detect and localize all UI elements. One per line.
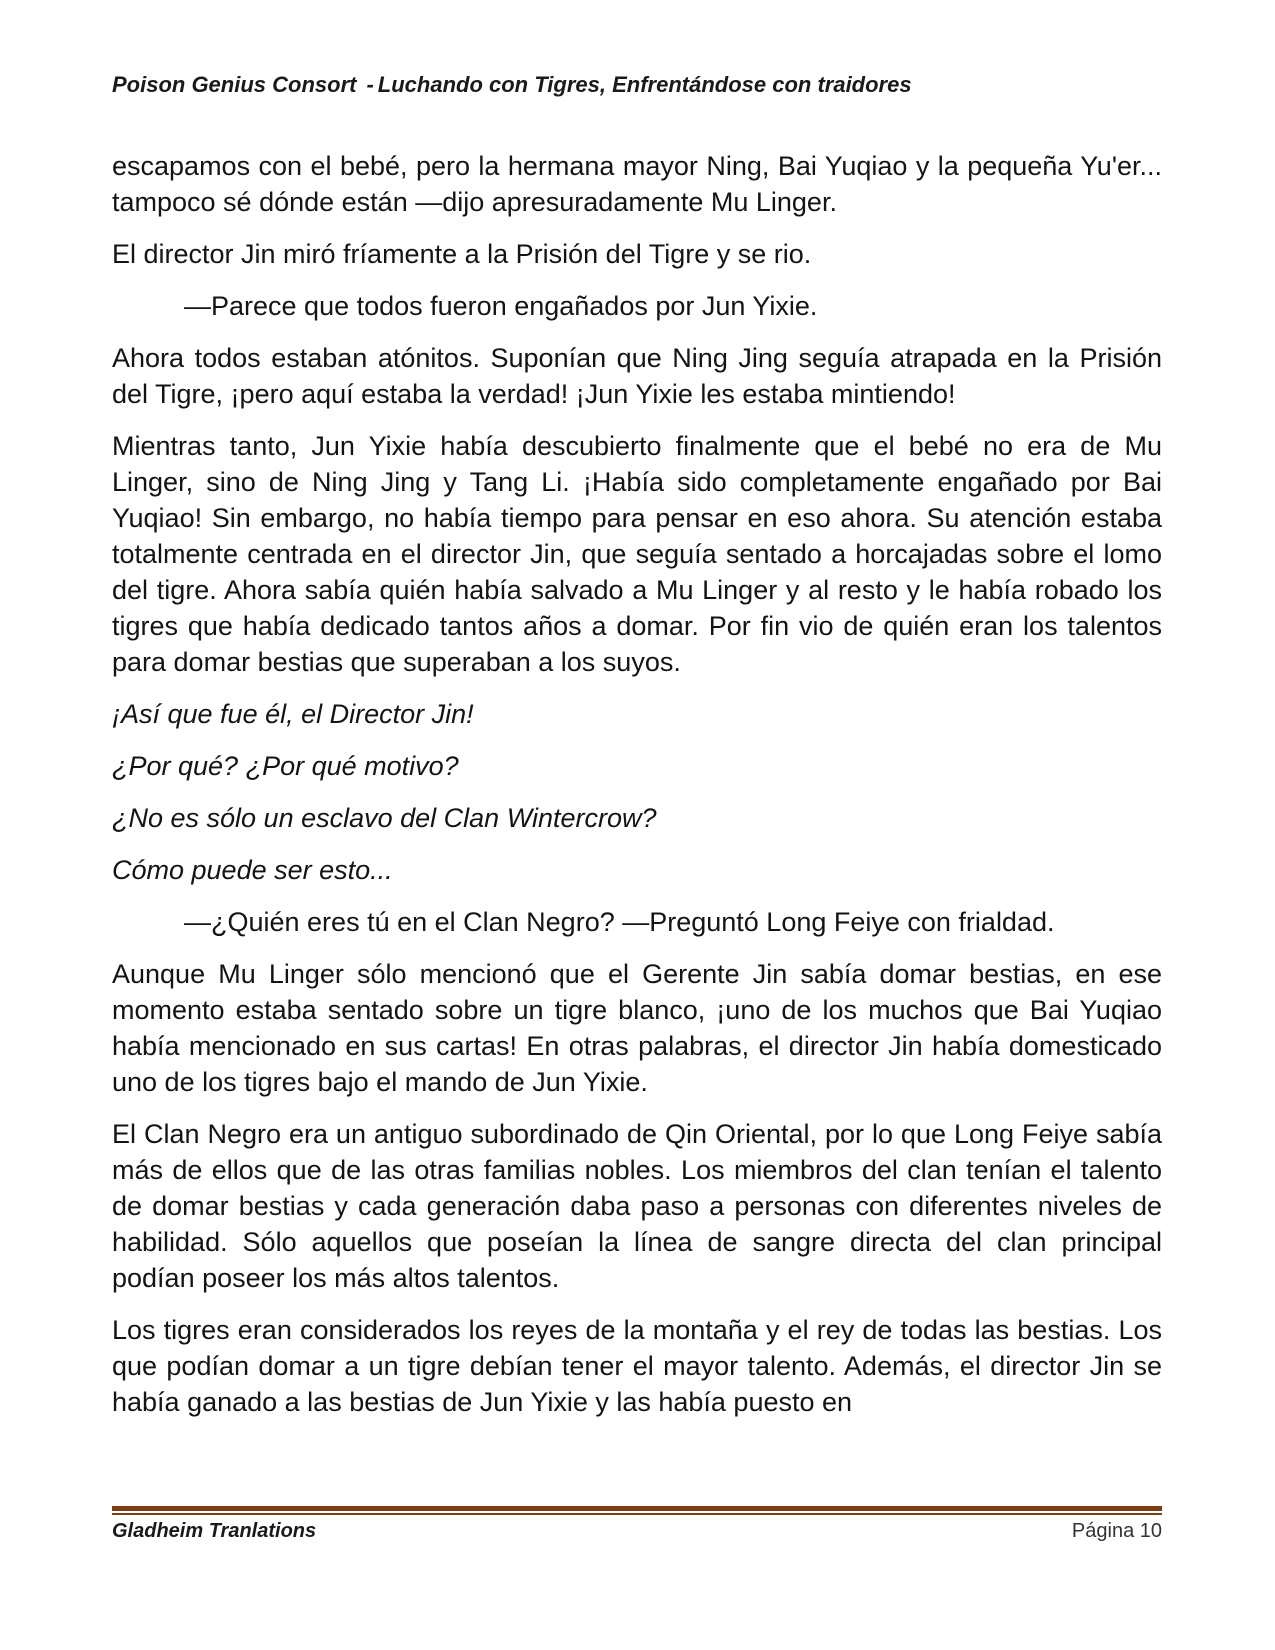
paragraph: —Parece que todos fueron engañados por Jun Yixie. xyxy=(184,291,818,321)
paragraph: ¿No es sólo un esclavo del Clan Wintercrow? xyxy=(112,803,657,833)
paragraph: Ahora todos estaban atónitos. Suponían que Ning Jing seguía atrapada en la Prisión del Tigre, ¡pero aquí estaba la verdad! ¡Jun Yixie les estaba mintiendo! xyxy=(112,343,1162,409)
footer-rule-thick xyxy=(112,1506,1162,1511)
paragraph: Mientras tanto, Jun Yixie había descubierto finalmente que el bebé no era de Mu Linger, sino de Ning Jing y Tang Li. ¡Había sido completamente engañado por Bai Yuqiao! Sin embargo, no había tiempo para pensar en eso ahora. Su atención estaba totalmente centrada en el director Jin, que seguía sentado a horcajadas sobre el lomo del tigre. Ahora sabía quién había salvado a Mu Linger y al resto y le había robado los tigres que había dedicado tantos años a domar. Por fin vio de quién eran los talentos para domar bestias que superaban a los suyos. xyxy=(112,431,1162,677)
paragraph: Cómo puede ser esto... xyxy=(112,855,393,885)
paragraph: —¿Quién eres tú en el Clan Negro? —Preguntó Long Feiye con frialdad. xyxy=(184,907,1055,937)
footer-page-number: Página 10 xyxy=(1071,1520,1162,1542)
header-book-title: Poison Genius Consort xyxy=(112,72,357,97)
footer-rule-thin xyxy=(112,1513,1162,1515)
paragraph: ¿Por qué? ¿Por qué motivo? xyxy=(112,751,459,781)
paragraph: El Clan Negro era un antiguo subordinado de Qin Oriental, por lo que Long Feiye sabía más de ellos que de las otras familias nobles. Los miembros del clan tenían el talento de domar bestias y cada generación daba paso a personas con diferentes niveles de habilidad. Sólo aquellos que poseían la línea de sangre directa del clan principal podían poseer los más altos talentos. xyxy=(112,1119,1162,1293)
paragraph: escapamos con el bebé, pero la hermana mayor Ning, Bai Yuqiao y la pequeña Yu'er... tampoco sé dónde están —dijo apresuradamente Mu Linger. xyxy=(112,151,1162,217)
header-chapter-title: Luchando con Tigres, Enfrentándose con traidores xyxy=(377,72,912,97)
running-header xyxy=(112,72,1162,98)
paragraph: Los tigres eran considerados los reyes de la montaña y el rey de todas las bestias. Los que podían domar a un tigre debían tener el mayor talento. Además, el director Jin se había ganado a las bestias de Jun Yixie y las había puesto en xyxy=(112,1315,1162,1417)
paragraph: Aunque Mu Linger sólo mencionó que el Gerente Jin sabía domar bestias, en ese momento estaba sentado sobre un tigre blanco, ¡uno de los muchos que Bai Yuqiao había mencionado en sus cartas! En otras palabras, el director Jin había domesticado uno de los tigres bajo el mando de Jun Yixie. xyxy=(112,959,1162,1097)
footer-publisher: Gladheim Tranlations xyxy=(112,1520,317,1542)
paragraph: El director Jin miró fríamente a la Prisión del Tigre y se rio. xyxy=(112,239,812,269)
header-separator: - xyxy=(366,72,374,97)
body-text xyxy=(112,148,1162,1436)
paragraph: ¡Así que fue él, el Director Jin! xyxy=(112,699,474,729)
